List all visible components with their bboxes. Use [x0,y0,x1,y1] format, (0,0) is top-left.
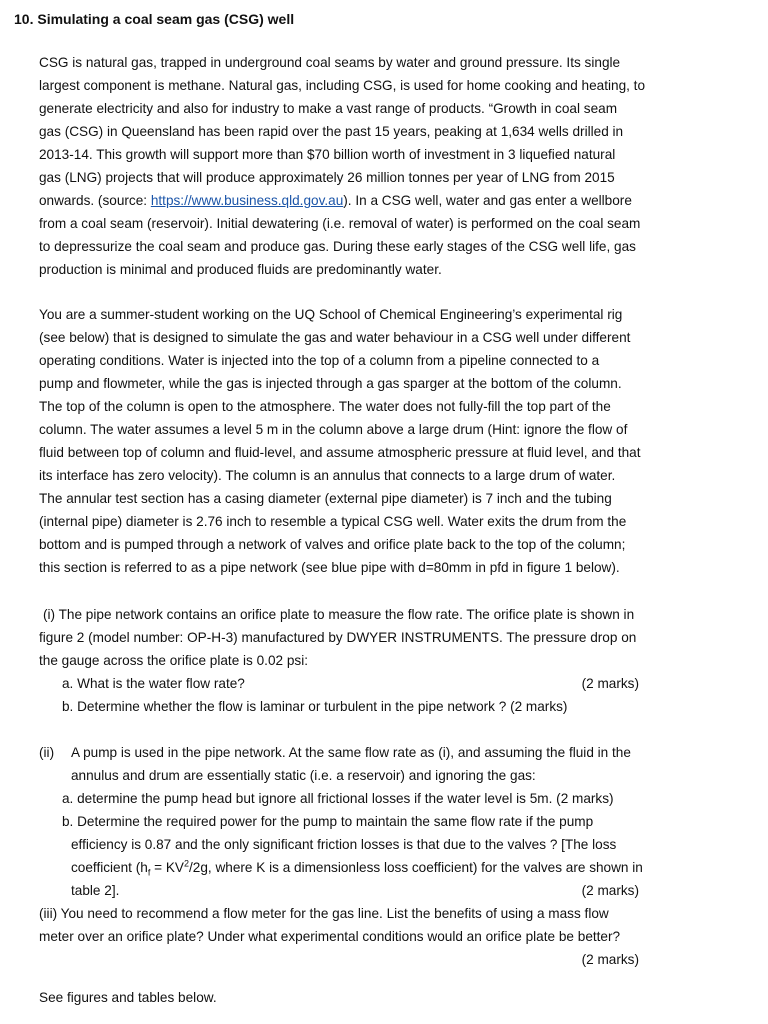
part-ii-b-line: b. Determine the required power for the pump to maintain the same flow rate if the pump [62,814,594,829]
coef-prefix: coefficient (h [71,860,148,875]
intro-paragraph [39,51,729,281]
part-ii-a-question: a. determine the pump head but ignore all frictional losses if the water level is 5m. (2 marks) [62,791,614,806]
part-i-line: (i) The pipe network contains an orifice plate to measure the flow rate. The orifice plate is shown in [43,607,635,622]
intro-line: to depressurize the coal seam and produce gas. During these early stages of the CSG well life, gas [39,239,636,254]
question-heading: 10. Simulating a coal seam gas (CSG) well [14,11,295,27]
scenario-line: The annular test section has a casing diameter (external pipe diameter) is 7 inch and the tubing [39,491,612,506]
scenario-line: (see below) that is designed to simulate the gas and water behaviour in a CSG well under different [39,330,631,345]
intro-line: gas (LNG) projects that will produce approximately 26 million tonnes per year of LNG from 2015 [39,170,615,185]
source-suffix: ). In a CSG well, water and gas enter a wellbore [343,193,632,208]
source-prefix: onwards. (source: [39,193,151,208]
scenario-line: pump and flowmeter, while the gas is injected through a gas sparger at the bottom of the column. [39,376,622,391]
intro-line: largest component is methane. Natural gas, including CSG, is used for home cooking and heating, to [39,78,646,93]
scenario-line: this section is referred to as a pipe network (see blue pipe with d=80mm in pfd in figure 1 below). [39,560,620,575]
part-iii-line: meter over an orifice plate? Under what experimental conditions would an orifice plate be better? [39,929,621,944]
part-ii-line: annulus and drum are essentially static (i.e. a reservoir) and ignoring the gas: [71,768,536,783]
intro-line: CSG is natural gas, trapped in underground coal seams by water and ground pressure. Its single [39,55,621,70]
part-ii-b-marks: (2 marks) [581,883,639,898]
part-i-a-question: a. What is the water flow rate? [62,676,245,691]
intro-line: 2013-14. This growth will support more than $70 billion worth of investment in 3 liquefied natural [39,147,616,162]
intro-line: from a coal seam (reservoir). Initial dewatering (i.e. removal of water) is performed on the coal seam [39,216,641,231]
scenario-line: operating conditions. Water is injected into the top of a column from a pipeline connected to a [39,353,600,368]
part-ii-b-line: efficiency is 0.87 and the only significant friction losses is that due to the valves ? [The loss [71,837,617,852]
part-ii-b-coefficient-line [71,856,643,879]
part-iii-line: (iii) You need to recommend a flow meter for the gas line. List the benefits of using a mass flow [39,906,609,921]
scenario-line: fluid between top of column and fluid-level, and assume atmospheric pressure at fluid level, and that [39,445,641,460]
intro-line: generate electricity and also for industry to make a vast range of products. “Growth in coal seam [39,101,618,116]
scenario-line: The top of the column is open to the atmosphere. The water does not fully-fill the top part of the [39,399,611,414]
scenario-line: its interface has zero velocity). The column is an annulus that connects to a large drum of water. [39,468,616,483]
coef-mid: = KV [150,860,184,875]
part-ii-line: A pump is used in the pipe network. At the same flow rate as (i), and assuming the fluid in the [71,745,631,760]
part-i-a-marks: (2 marks) [581,676,639,691]
source-link[interactable]: https://www.business.qld.gov.au [150,193,344,208]
scenario-paragraph [39,303,729,579]
scenario-line: column. The water assumes a level 5 m in the column above a large drum (Hint: ignore the flow of [39,422,628,437]
coef-suffix: /2g, where K is a dimensionless loss coefficient) for the valves are shown in [189,860,643,875]
scenario-line: You are a summer-student working on the UQ School of Chemical Engineering’s experimental rig [39,307,623,322]
intro-line: production is minimal and produced fluids are predominantly water. [39,262,442,277]
part-ii-label: (ii) [39,745,55,760]
coef-sub: f [147,867,151,878]
footer-note: See figures and tables below. [39,990,217,1005]
scenario-line: bottom and is pumped through a network of valves and orifice plate back to the top of the column; [39,537,626,552]
part-iii-marks: (2 marks) [581,952,639,967]
intro-line: gas (CSG) in Queensland has been rapid over the past 15 years, peaking at 1,634 wells drilled in [39,124,624,139]
part-ii-b-line: table 2]. [71,883,120,898]
part-i-b-question: b. Determine whether the flow is laminar or turbulent in the pipe network ? (2 marks) [62,699,568,714]
part-i-line: figure 2 (model number: OP-H-3) manufactured by DWYER INSTRUMENTS. The pressure drop on [39,630,637,645]
intro-source-line [39,189,729,212]
coef-sup: 2 [183,858,189,869]
scenario-line: (internal pipe) diameter is 2.76 inch to resemble a typical CSG well. Water exits the drum from the [39,514,627,529]
part-i-line: the gauge across the orifice plate is 0.02 psi: [39,653,309,668]
